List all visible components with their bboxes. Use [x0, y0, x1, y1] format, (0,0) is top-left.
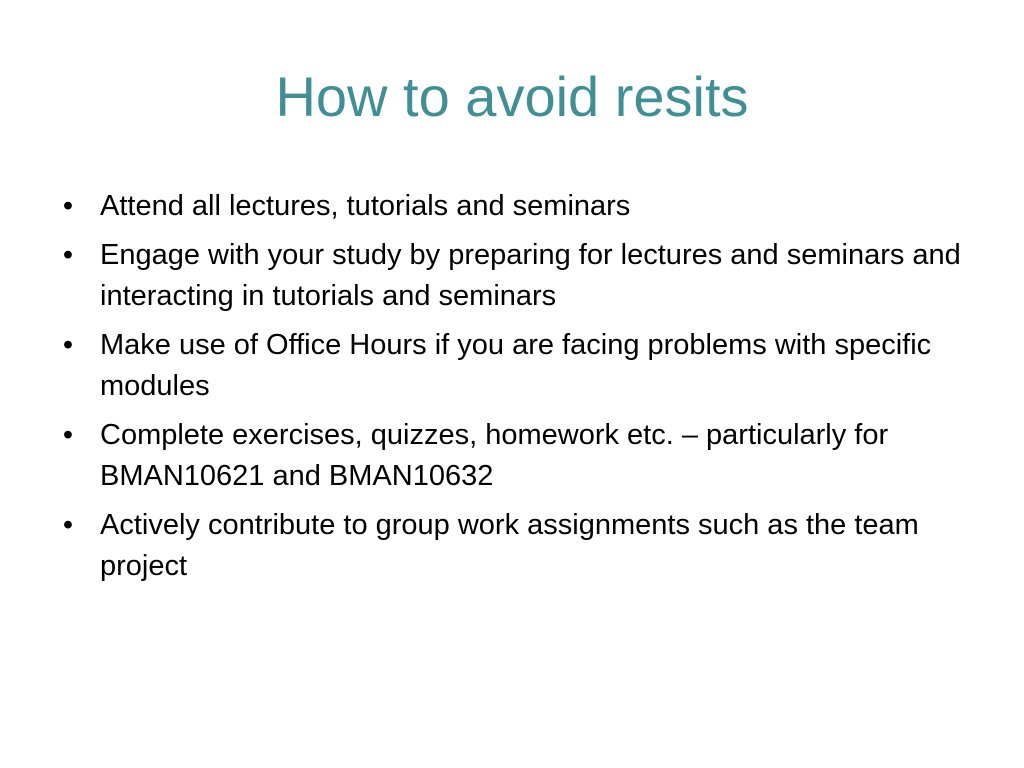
- bullet-text: Make use of Office Hours if you are facing problems with specific modules: [100, 329, 932, 402]
- bullet-item-office-hours: [58, 325, 978, 407]
- bullet-text: Engage with your study by preparing for lectures and seminars and interacting in tutorials and seminars: [100, 239, 961, 312]
- bullet-item-exercises: [58, 415, 978, 497]
- slide-title: How to avoid resits: [275, 65, 749, 128]
- bullet-item-group-work: [58, 505, 978, 587]
- bullet-icon: •: [62, 329, 74, 361]
- bullet-text: Actively contribute to group work assignments such as the team project: [100, 509, 919, 582]
- bullet-icon: •: [62, 190, 74, 222]
- bullet-icon: •: [62, 419, 74, 451]
- bullet-icon: •: [62, 509, 74, 541]
- bullet-text: Complete exercises, quizzes, homework etc. – particularly for BMAN10621 and BMAN10632: [100, 419, 889, 492]
- bullet-text: Attend all lectures, tutorials and seminars: [100, 190, 631, 222]
- bullet-item-attend: [58, 186, 978, 227]
- bullet-list: [58, 186, 978, 595]
- bullet-item-engage: [58, 235, 978, 317]
- bullet-icon: •: [62, 239, 74, 271]
